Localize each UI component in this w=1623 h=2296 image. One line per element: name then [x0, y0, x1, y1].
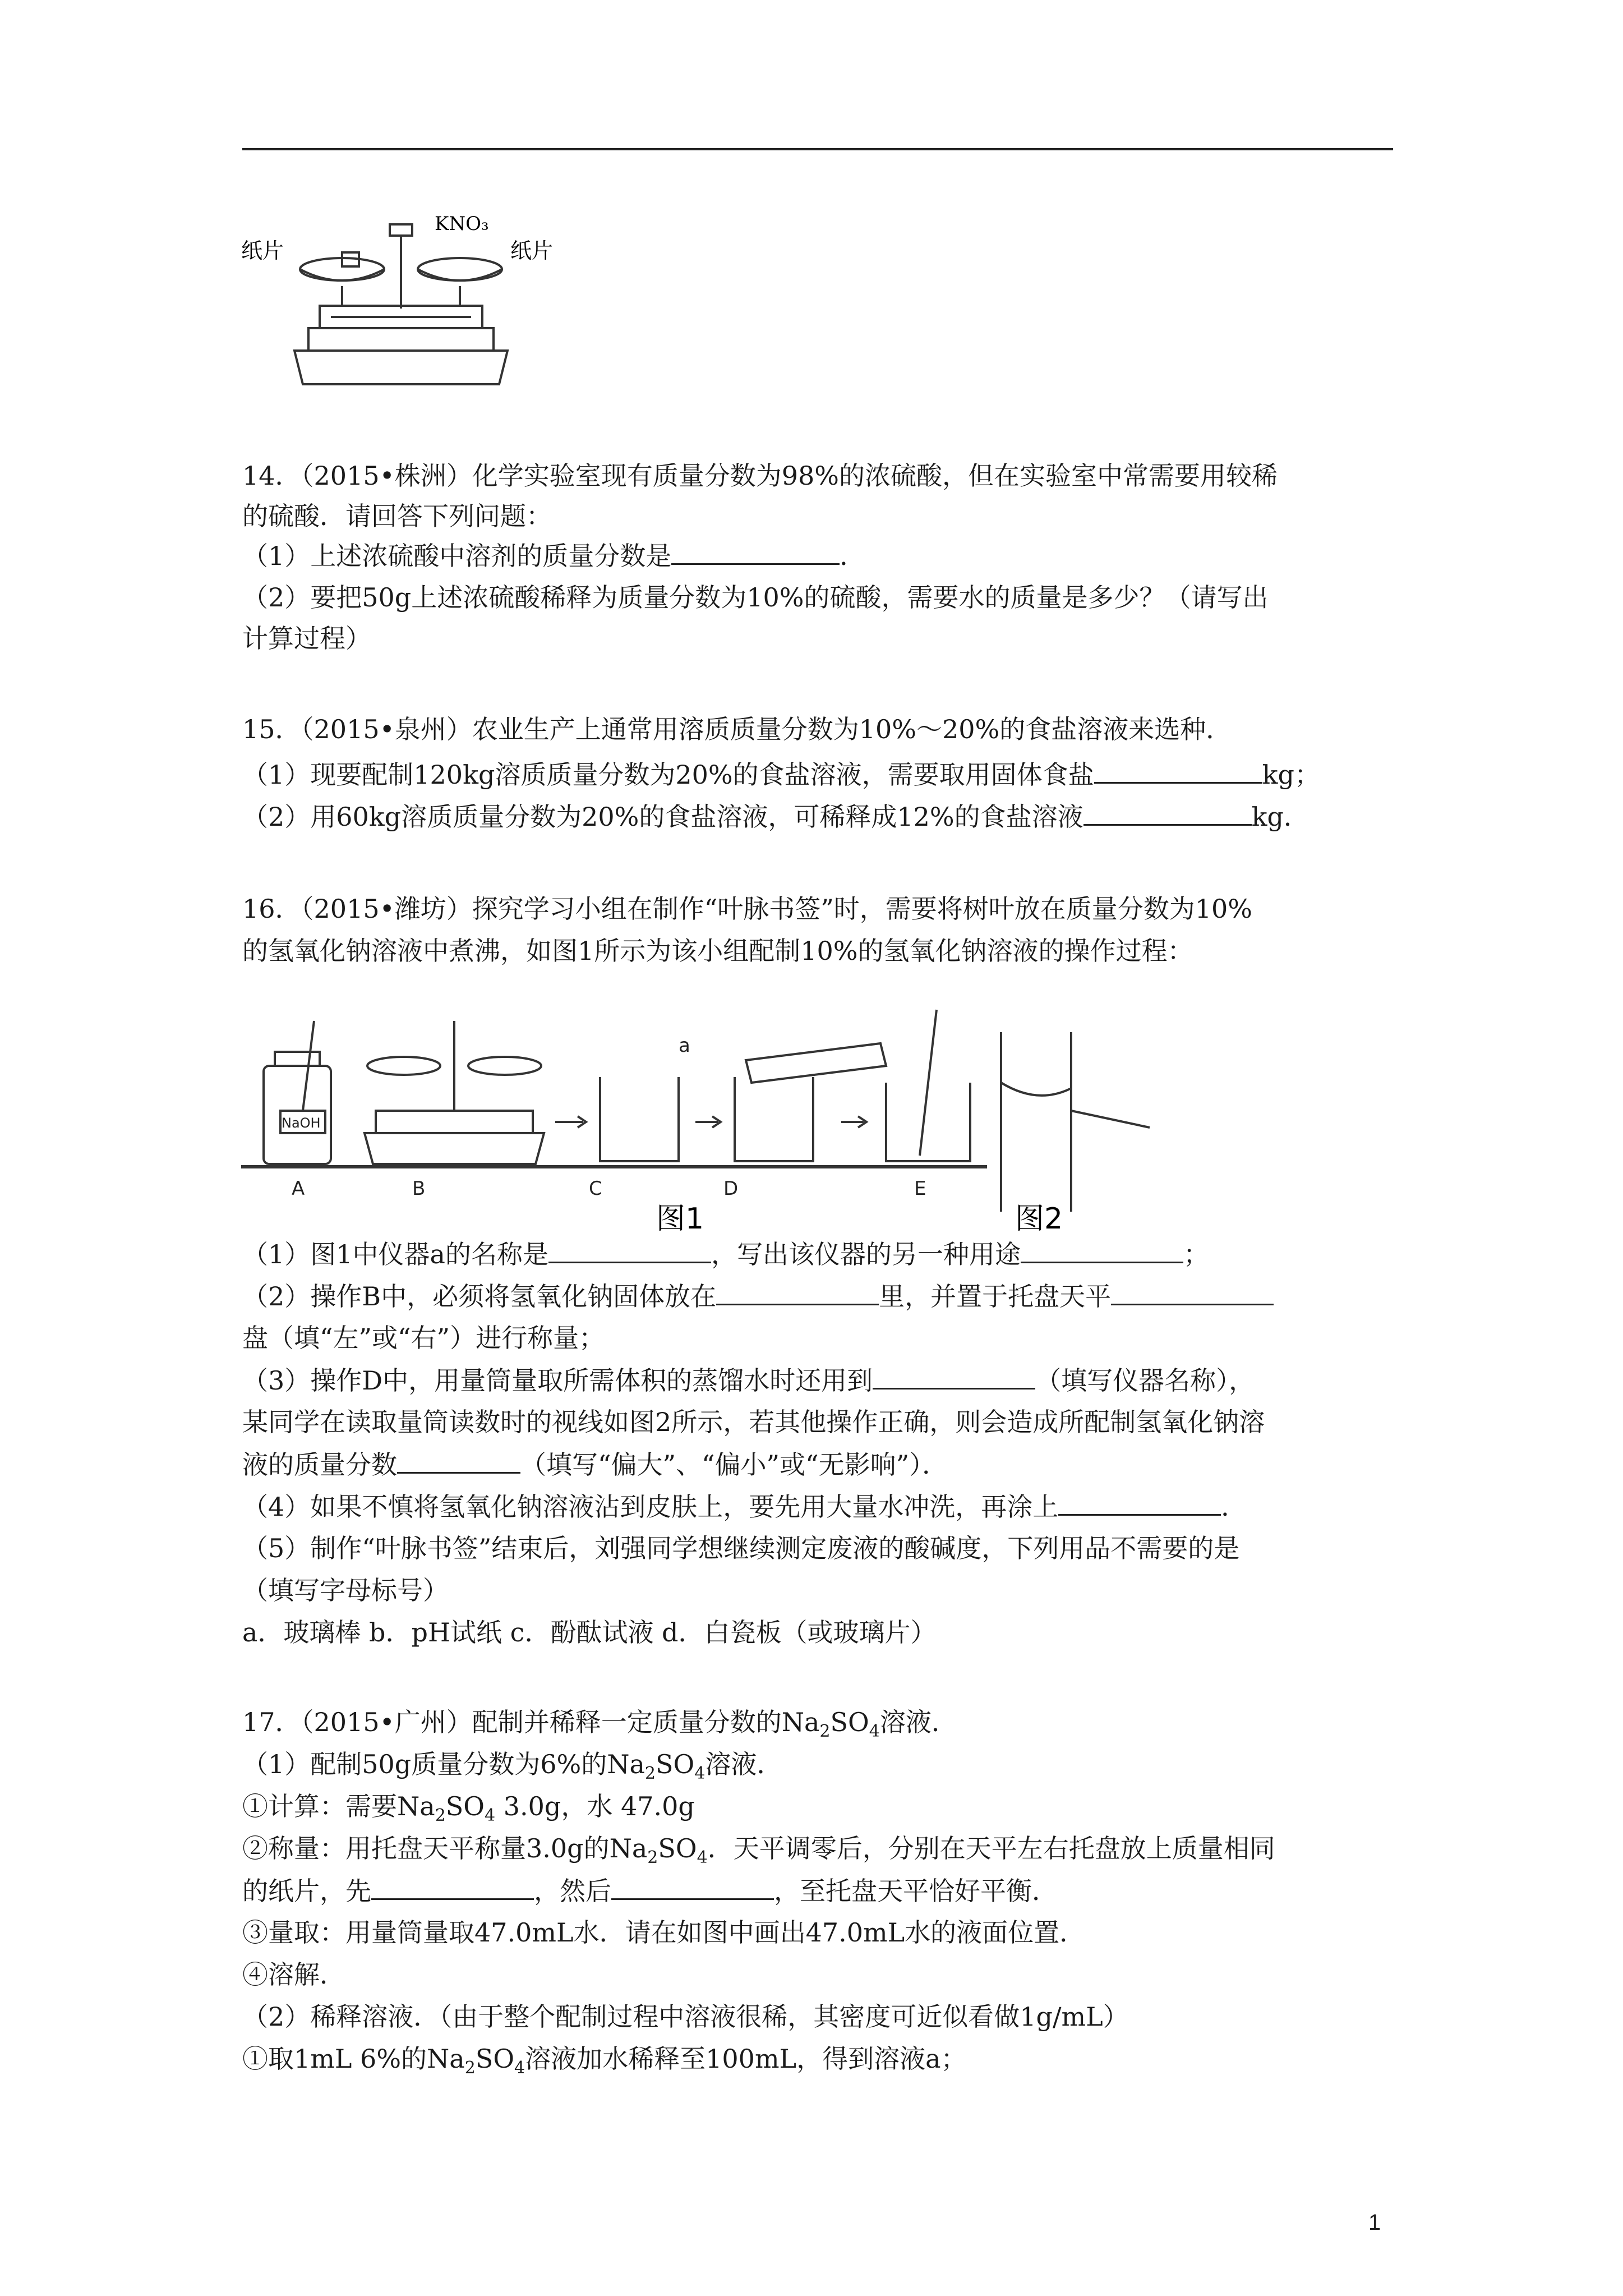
q17-line4: ②称量：用托盘天平称量3.0g的$Na_2SO_4$．天平调零后，分别在天平左右托盘放上质量相同	[242, 1833, 1275, 1868]
label-B: B	[412, 1177, 426, 1200]
q16-l5: 某同学在读取量筒读数时的视线如图2所示，若其他操作正确，则会造成所配制氢氧化钠溶	[242, 1407, 1265, 1437]
answer-blank[interactable]	[371, 1874, 534, 1900]
q16-l9: （填写字母标号）	[242, 1575, 449, 1605]
answer-blank[interactable]	[1058, 1489, 1221, 1516]
q16-l1: （1）图1中仪器a的名称是 ，写出该仪器的另一种用途 ；	[242, 1237, 1209, 1271]
fig2-label: 图2	[1015, 1202, 1063, 1234]
q15-line2: （1）现要配制120kg溶质质量分数为20%的食盐溶液，需要取用固体食盐 kg；	[242, 757, 1320, 792]
balance-figure	[241, 208, 589, 404]
page-number: 1	[1368, 2210, 1381, 2235]
q17-line1: 17．（2015•广州）配制并稀释一定质量分数的$Na_2SO_4$溶液．	[242, 1707, 957, 1742]
answer-blank[interactable]	[1021, 1237, 1183, 1263]
q16-l4: （3）操作D中，用量筒量取所需体积的蒸馏水时还用到 （填写仪器名称），	[242, 1363, 1255, 1397]
answer-blank[interactable]	[548, 1237, 711, 1263]
q16-l7: （4）如果不慎将氢氧化钠溶液沾到皮肤上，要先用大量水冲洗，再涂上 ．	[242, 1489, 1247, 1524]
q16-line2: 的氢氧化钠溶液中煮沸，如图1所示为该小组配制10%的氢氧化钠溶液的操作过程：	[242, 936, 1193, 966]
bottle-label: NaOH	[282, 1115, 321, 1131]
label-right: 纸片	[510, 238, 554, 263]
label-left: 纸片	[241, 238, 284, 263]
q15-line3: （2）用60kg溶质质量分数为20%的食盐溶液，可稀释成12%的食盐溶液 kg．	[242, 799, 1310, 834]
answer-blank[interactable]	[873, 1363, 1035, 1389]
answer-blank[interactable]	[1083, 799, 1252, 826]
q16-l8: （5）制作“叶脉书签”结束后，刘强同学想继续测定废液的酸碱度，下列用品不需要的是	[242, 1533, 1240, 1563]
answer-blank[interactable]	[397, 1447, 520, 1474]
fig1-label: 图1	[656, 1202, 704, 1234]
q17-line6: ③量取：用量筒量取47.0mL水．请在如图中画出47.0mL水的液面位置．	[242, 1917, 1086, 1948]
answer-blank[interactable]	[671, 539, 840, 565]
label-a: a	[679, 1034, 690, 1057]
q16-l6: 液的质量分数 （填写“偏大”、“偏小”或“无影响”）．	[242, 1447, 948, 1481]
label-chem: KNO₃	[435, 213, 489, 235]
q17-line8: （2）稀释溶液．（由于整个配制过程中溶液很稀，其密度可近似看做1g/mL）	[242, 2001, 1129, 2032]
answer-blank[interactable]	[1094, 757, 1262, 784]
q15-line1: 15．（2015•泉州）农业生产上通常用溶质质量分数为10%～20%的食盐溶液来选种．	[242, 714, 1232, 744]
header-rule	[242, 148, 1393, 150]
q14-line5: 计算过程）	[242, 623, 371, 654]
label-A: A	[292, 1177, 305, 1200]
label-E: E	[914, 1177, 926, 1200]
answer-blank[interactable]	[611, 1874, 774, 1900]
q17-line9: ①取1mL 6%的$Na_2SO_4$溶液加水稀释至100mL，得到溶液a；	[242, 2044, 967, 2078]
q14-line2: 的硫酸．请回答下列问题：	[242, 501, 552, 531]
q16-figure	[241, 999, 1195, 1234]
label-C: C	[589, 1177, 602, 1200]
q16-l3: 盘（填“左”或“右”）进行称量；	[242, 1323, 605, 1353]
q16-line1: 16．（2015•潍坊）探究学习小组在制作“叶脉书签”时，需要将树叶放在质量分数为10%	[242, 894, 1253, 924]
q14-line3: （1）上述浓硫酸中溶剂的质量分数是 ．	[242, 539, 865, 573]
q16-l10: a．玻璃棒 b．pH试纸 c．酚酞试液 d．白瓷板（或玻璃片）	[242, 1617, 937, 1648]
answer-blank[interactable]	[1111, 1279, 1274, 1305]
answer-blank[interactable]	[716, 1279, 879, 1305]
q17-line3: ①计算：需要$Na_2SO_4$ 3.0g，水 47.0g	[242, 1791, 695, 1826]
q14-line4: （2）要把50g上述浓硫酸稀释为质量分数为10%的硫酸，需要水的质量是多少？（请写出	[242, 582, 1269, 613]
q17-line7: ④溶解．	[242, 1959, 345, 1990]
q16-l2: （2）操作B中，必须将氢氧化钠固体放在 里，并置于托盘天平	[242, 1279, 1274, 1313]
q17-line2: （1）配制50g质量分数为6%的$Na_2SO_4$溶液．	[242, 1749, 783, 1784]
label-D: D	[723, 1177, 739, 1200]
q17-line5: 的纸片，先 ，然后 ，至托盘天平恰好平衡．	[242, 1874, 1058, 1908]
q14-line1: 14．（2015•株洲）化学实验室现有质量分数为98%的浓硫酸，但在实验室中常需要用较稀	[242, 461, 1278, 491]
